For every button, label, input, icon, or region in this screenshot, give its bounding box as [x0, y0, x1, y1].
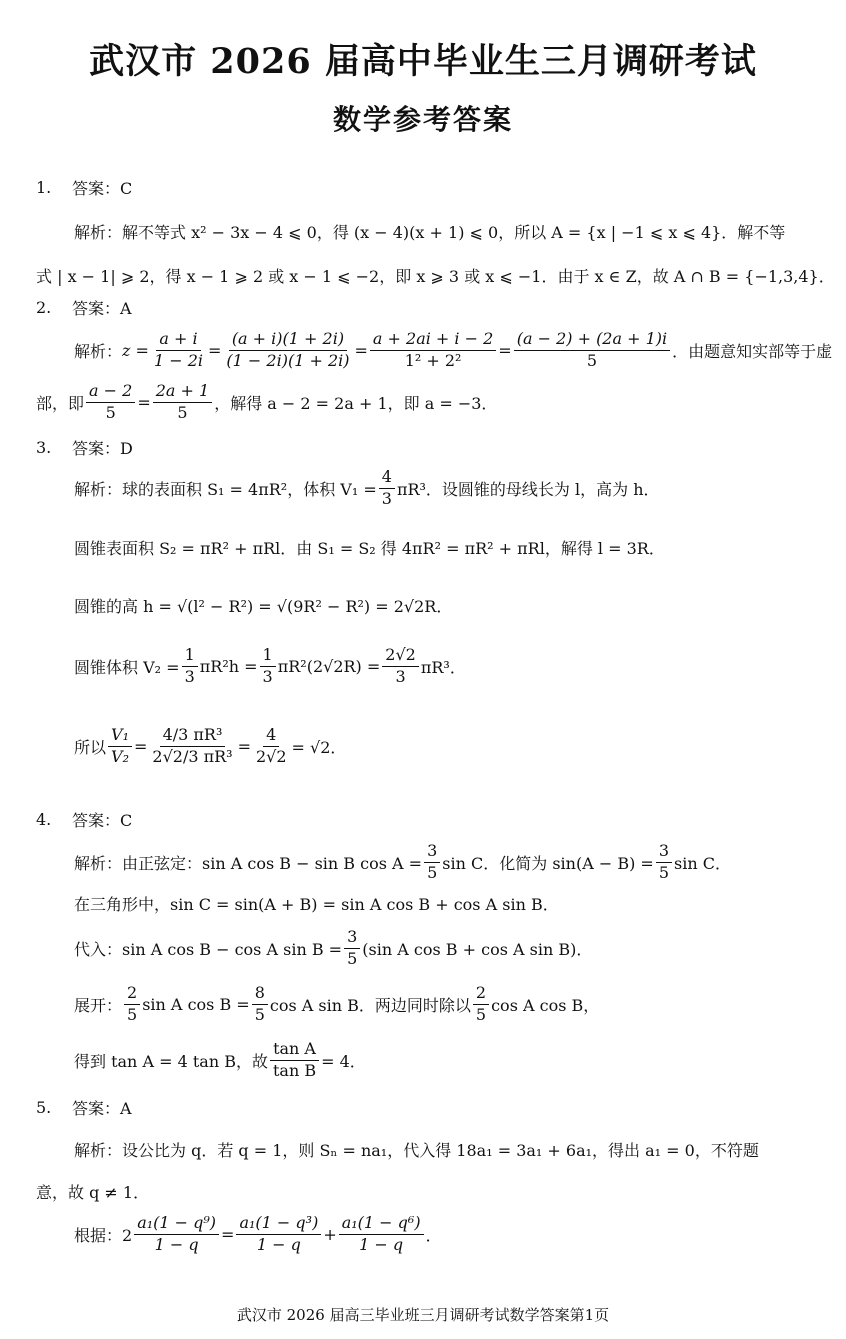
q5-analysis-line1: 解析：设公比为 q．若 q = 1，则 Sₙ = na₁，代入得 18a₁ = 3a₁ + 6a₁，得出 a₁ = 0，不符题 [74, 1140, 759, 1160]
q2-g2-den: 5 [177, 402, 188, 422]
q4-analysis-line3 [74, 928, 592, 968]
q2-f3-den: 1² + 2² [404, 350, 462, 370]
q2-answer: 答案：A [72, 298, 132, 318]
q4-analysis-line1 [74, 842, 731, 882]
q4-l1a: 解析：由正弦定：sin A cos B − sin B cos A = [74, 853, 423, 873]
q2-f4-num: (a − 2) + (2a + 1)i [514, 330, 670, 350]
q4-l1-den: 5 [427, 862, 438, 882]
q4-l1-den-b: 5 [658, 862, 670, 882]
q2-prefix: 解析： [74, 341, 123, 361]
q4-l3a: 代入：sin A cos B − cos A sin B = [74, 939, 343, 959]
q2-fraction-3 [370, 330, 496, 370]
q3-number: 3. [36, 437, 52, 457]
q2-g1-den: 5 [105, 402, 116, 422]
page-footer: 武汉市 2026 届高三毕业班三月调研考试数学答案第1页 [236, 1306, 610, 1324]
q4-frac-3-5-c [344, 928, 360, 968]
q3-analysis-line2: 圆锥表面积 S₂ = πR² + πRl．由 S₁ = S₂ 得 4πR² = πR² + πRl，解得 l = 3R． [74, 538, 665, 558]
q4-l4d: cos A cos B， [491, 995, 600, 1015]
q4-answer-line [36, 808, 132, 830]
q3-l4-num3: 2√2 [382, 646, 419, 666]
q3-l4a: 圆锥体积 V₂ = [74, 657, 180, 677]
q2-f2-den: (1 − 2i)(1 + 2i) [226, 350, 350, 370]
q3-l4-den3: 3 [395, 666, 406, 686]
q5-analysis-line2: 意，故 q ≠ 1． [36, 1182, 150, 1202]
q4-l5b: = 4． [321, 1051, 366, 1071]
q4-analysis-line5 [74, 1040, 366, 1080]
q3-l5-den2: 2√2 [255, 746, 287, 766]
q1-analysis-line1: 解析：解不等式 x² − 3x − 4 ⩽ 0，得 (x − 4)(x + 1) ⩽ 0，所以 A = {x | −1 ⩽ x ⩽ 4}．解不等 [74, 222, 786, 242]
q3-l5-tnum: 4/3 πR³ [160, 726, 226, 746]
q2-l2a: 部，即 [36, 393, 85, 413]
q4-l3-den: 5 [347, 948, 358, 968]
q2-f1-num: a + i [156, 330, 200, 350]
q2-fraction-4 [514, 330, 670, 370]
q3-l4b: πR²h = [199, 656, 258, 676]
q4-l1b: sin C．化简为 sin(A − B) = [442, 853, 654, 873]
q3-l5-den: V₂ [111, 746, 129, 766]
q4-l3b: (sin A cos B + cos A sin B)． [362, 939, 593, 959]
q3-answer: 答案：D [72, 438, 133, 458]
q3-l1-den: 3 [381, 488, 392, 508]
q4-frac-tan [270, 1040, 319, 1080]
q2-g-fraction-1 [86, 382, 135, 422]
q2-g-fraction-2 [153, 382, 212, 422]
q4-l4-num3: 2 [473, 984, 489, 1004]
q2-fraction-2 [223, 330, 352, 370]
q1-analysis-line2: 式 | x − 1| ⩾ 2，得 x − 1 ⩾ 2 或 x − 1 ⩽ −2，即 x ⩾ 3 或 x ⩽ −1．由于 x ∈ Z，故 A ∩ B = {−1,3,4}． [36, 266, 835, 286]
q4-l1-num-b: 3 [656, 842, 672, 862]
q5-f2-den: 1 − q [256, 1234, 301, 1254]
q5-f1-num: a₁(1 − q⁹) [134, 1214, 219, 1234]
q3-answer-line [36, 436, 133, 458]
q5-number: 5. [36, 1097, 52, 1117]
q4-l4-num2: 8 [252, 984, 268, 1004]
q5-answer-line [36, 1096, 132, 1118]
q3-frac-4-2r2 [253, 726, 290, 766]
q3-l4c: πR²(2√2R) = [277, 656, 381, 676]
q3-l5b: = √2． [291, 737, 347, 757]
q1-answer-line [36, 176, 132, 198]
q2-g1-num: a − 2 [86, 382, 135, 402]
q3-frac-2r2-3 [382, 646, 419, 686]
q2-tail: ．由题意知实部等于虚 [672, 341, 833, 361]
q3-l4-num1: 1 [182, 646, 198, 666]
q4-l4-num1: 2 [124, 984, 140, 1004]
q3-l4-den1: 3 [184, 666, 195, 686]
q4-l3-num: 3 [344, 928, 360, 948]
q3-l4d: πR³． [420, 657, 466, 677]
document-subtitle: 数学参考答案 [332, 103, 513, 136]
q3-l1b: πR³．设圆锥的母线长为 l，高为 h． [396, 479, 660, 499]
q4-l4-den1: 5 [127, 1004, 138, 1024]
q4-l1c: sin C． [674, 853, 731, 873]
q5-f3-den: 1 − q [359, 1234, 404, 1254]
q2-l2b: ，解得 a − 2 = 2a + 1，即 a = −3． [214, 393, 498, 413]
q3-l1-num: 4 [379, 468, 395, 488]
q4-frac-2-5-b [473, 984, 489, 1024]
document-title: 武汉市 2026 届高中毕业生三月调研考试 [89, 41, 757, 82]
q3-frac-v1-v2 [108, 726, 132, 766]
q2-fraction-1 [151, 330, 206, 370]
q4-l5-num: tan A [270, 1040, 319, 1060]
q4-frac-2-5-a [124, 984, 140, 1024]
q4-l4-den3: 5 [475, 1004, 487, 1024]
q4-analysis-line2: 在三角形中，sin C = sin(A + B) = sin A cos B + cos A sin B． [74, 894, 559, 914]
q5-f1-den: 1 − q [154, 1234, 199, 1254]
q4-l4c: cos A sin B．两边同时除以 [269, 995, 471, 1015]
q4-frac-8-5 [252, 984, 268, 1024]
q1-answer: 答案：C [72, 178, 133, 198]
q4-frac-3-5-a [424, 842, 440, 882]
q4-l1-num: 3 [424, 842, 440, 862]
q3-l4-num2: 1 [260, 646, 276, 666]
q2-f4-den: 5 [586, 350, 598, 370]
q4-frac-3-5-b [656, 842, 672, 882]
q3-l5a: 所以 [74, 737, 107, 757]
q4-analysis-line4 [74, 984, 599, 1024]
q5-frac-1 [134, 1214, 219, 1254]
q4-answer: 答案：C [72, 810, 133, 830]
q3-analysis-line5: 所以 $\frac{\text{V₁}}{\text{V₂}}$ = $\frac{\text{4/3 πR³}}{\text{2√2/3 πR³}}$ = $\frac{4}{2√2}$ = √2． [74, 725, 347, 766]
q2-z: z = [122, 340, 149, 360]
q4-l5a: 得到 tan A = 4 tan B，故 [74, 1051, 268, 1071]
q2-g2-num: 2a + 1 [153, 382, 212, 402]
q4-l4b: sin A cos B = [142, 994, 250, 1014]
q3-l1a: 解析：球的表面积 S₁ = 4πR²，体积 V₁ = [74, 479, 377, 499]
q2-f1-den: 1 − 2i [153, 350, 203, 370]
q4-l4a: 展开： [74, 995, 123, 1015]
q5-frac-2 [236, 1214, 321, 1254]
q3-l5-tden: 2√2/3 πR³ [152, 746, 233, 766]
q5-f2-num: a₁(1 − q³) [236, 1214, 321, 1234]
q3-frac-1-3-b [260, 646, 276, 686]
q2-analysis-line1: 解析： z = $\frac{a + i}{1 - 2i}$ = $\frac{(a + i)(1 + 2i)}{(1 - 2i)(1 + 2i)}$ = $\frac{a + 2ai + i - 2}{\text{1² + 2²}}$ = $\frac{(a - 2) + (2a + 1)i}{5}$ ．由题意知实部等于虚 [74, 329, 833, 370]
q5-frac-3 [339, 1214, 424, 1254]
q3-frac-4-3 [379, 468, 395, 508]
q5-l3a: 根据：2 [74, 1225, 133, 1245]
q5-answer: 答案：A [72, 1098, 132, 1118]
q3-frac-1-3-a [182, 646, 198, 686]
q3-l5-num2: 4 [263, 726, 279, 746]
q2-number: 2. [36, 297, 52, 317]
q4-l4-den2: 5 [254, 1004, 265, 1024]
q2-answer-line [36, 296, 132, 318]
q2-f2-num: (a + i)(1 + 2i) [229, 330, 347, 350]
q3-frac-compound [149, 726, 235, 766]
q3-analysis-line1 [74, 468, 660, 508]
q2-analysis-line2: 部，即 $\frac{a - 2}{5}$ = $\frac{2a + 1}{5}$ ，解得 a − 2 = 2a + 1，即 a = −3． [36, 381, 498, 422]
q3-l4-den2: 3 [262, 666, 273, 686]
q5-f3-num: a₁(1 − q⁶) [339, 1214, 424, 1234]
q1-number: 1. [36, 177, 52, 197]
q5-analysis-line3: 根据：2 $\frac{\text{a₁(1 − q⁹)}}{1 - q}$ = $\frac{\text{a₁(1 − q³)}}{1 - q}$ + $\frac{\text{a₁(1 − q⁶)}}{1 - q}$ ． [74, 1213, 442, 1254]
q3-analysis-line3: 圆锥的高 h = √(l² − R²) = √(9R² − R²) = 2√2R． [74, 596, 453, 616]
q3-l5-num: V₁ [108, 726, 132, 746]
q4-l5-den: tan B [272, 1060, 317, 1080]
q4-number: 4. [36, 809, 52, 829]
q2-f3-num: a + 2ai + i − 2 [370, 330, 496, 350]
q3-analysis-line4 [74, 644, 466, 688]
